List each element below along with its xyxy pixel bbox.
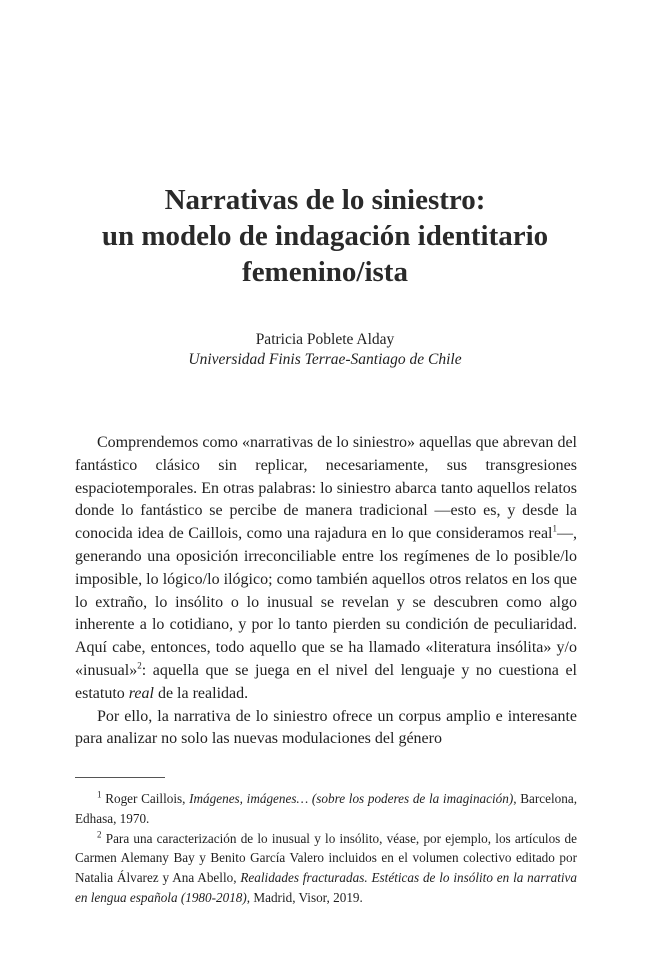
paragraph-1-part-3: : aquella que se juega en el nivel del lenguaje y no cuestiona el estatuto <box>75 661 577 702</box>
footnote-separator <box>75 777 165 778</box>
author-name: Patricia Poblete Alday <box>255 331 395 348</box>
chapter-title <box>0 182 650 290</box>
footnote-2-title: Realidades fracturadas. Estéticas de lo insólito en la narrativa en lengua española (1980-2018) <box>75 870 577 905</box>
author-affiliation: Universidad Finis Terrae-Santiago de Chile <box>188 351 462 368</box>
footnote-ref-1: 1 <box>552 523 557 534</box>
footnote-1-author: Roger Caillois, <box>101 791 190 806</box>
paragraph-1-italic-real: real <box>128 684 154 702</box>
paragraph-1 <box>75 432 577 706</box>
footnote-1-number: 1 <box>97 789 102 800</box>
footnote-2-rest: , Madrid, Visor, 2019. <box>246 889 363 905</box>
footnote-ref-2: 2 <box>137 660 142 671</box>
footnotes <box>75 789 577 908</box>
footnote-1-rest: , Barcelona, Edhasa, 1970. <box>75 791 577 826</box>
paragraph-2: Por ello, la narrativa de lo siniestro ofrece un corpus amplio e interesante para analizar no solo las nuevas modulaciones del género <box>75 707 577 748</box>
paragraph-1-part-1: Comprendemos como «narrativas de lo siniestro» aquellas que abrevan del fantástico clásico sin replicar, necesariamente, sus transgresiones espaciotemporales. En otras palabras: lo siniestro abarca tanto aquellos relatos donde lo fantástico se percibe de manera tradicional —esto es, y desde la conocida idea de Caillois, como una rajadura en lo que consideramos real <box>75 434 577 543</box>
footnote-2-text: Para una caracterización de lo inusual y lo insólito, véase, por ejemplo, los artículos de Carmen Alemany Bay y Benito García Valero incluidos en el volumen colectivo editado por Natalia Álvarez y Ana Abello, <box>75 830 577 886</box>
body-text <box>75 432 577 751</box>
paragraph-1-part-2: —, generando una oposición irreconciliable entre los regímenes de lo posible/lo imposible, lo lógico/lo ilógico; como también aquellos otros relatos en los que lo extraño, lo insólito o lo inusual se revelan y se descubren como algo inherente a lo cotidiano, y por lo tanto pierden su condición de peculiaridad. Aquí cabe, entonces, todo aquello que se ha llamado «literatura insólita» y/o «inusual» <box>75 525 577 679</box>
footnote-2-number: 2 <box>97 829 102 840</box>
title-line-2: un modelo de indagación identitario <box>101 220 549 252</box>
title-line-1: Narrativas de lo siniestro: <box>164 184 486 216</box>
footnote-1-title: Imágenes, imágenes… (sobre los poderes de la imaginación) <box>189 791 514 806</box>
title-line-3: femenino/ista <box>242 256 408 288</box>
footnote-1 <box>75 789 577 829</box>
paragraph-1-part-4: de la realidad. <box>153 684 249 702</box>
footnote-2 <box>75 829 577 908</box>
